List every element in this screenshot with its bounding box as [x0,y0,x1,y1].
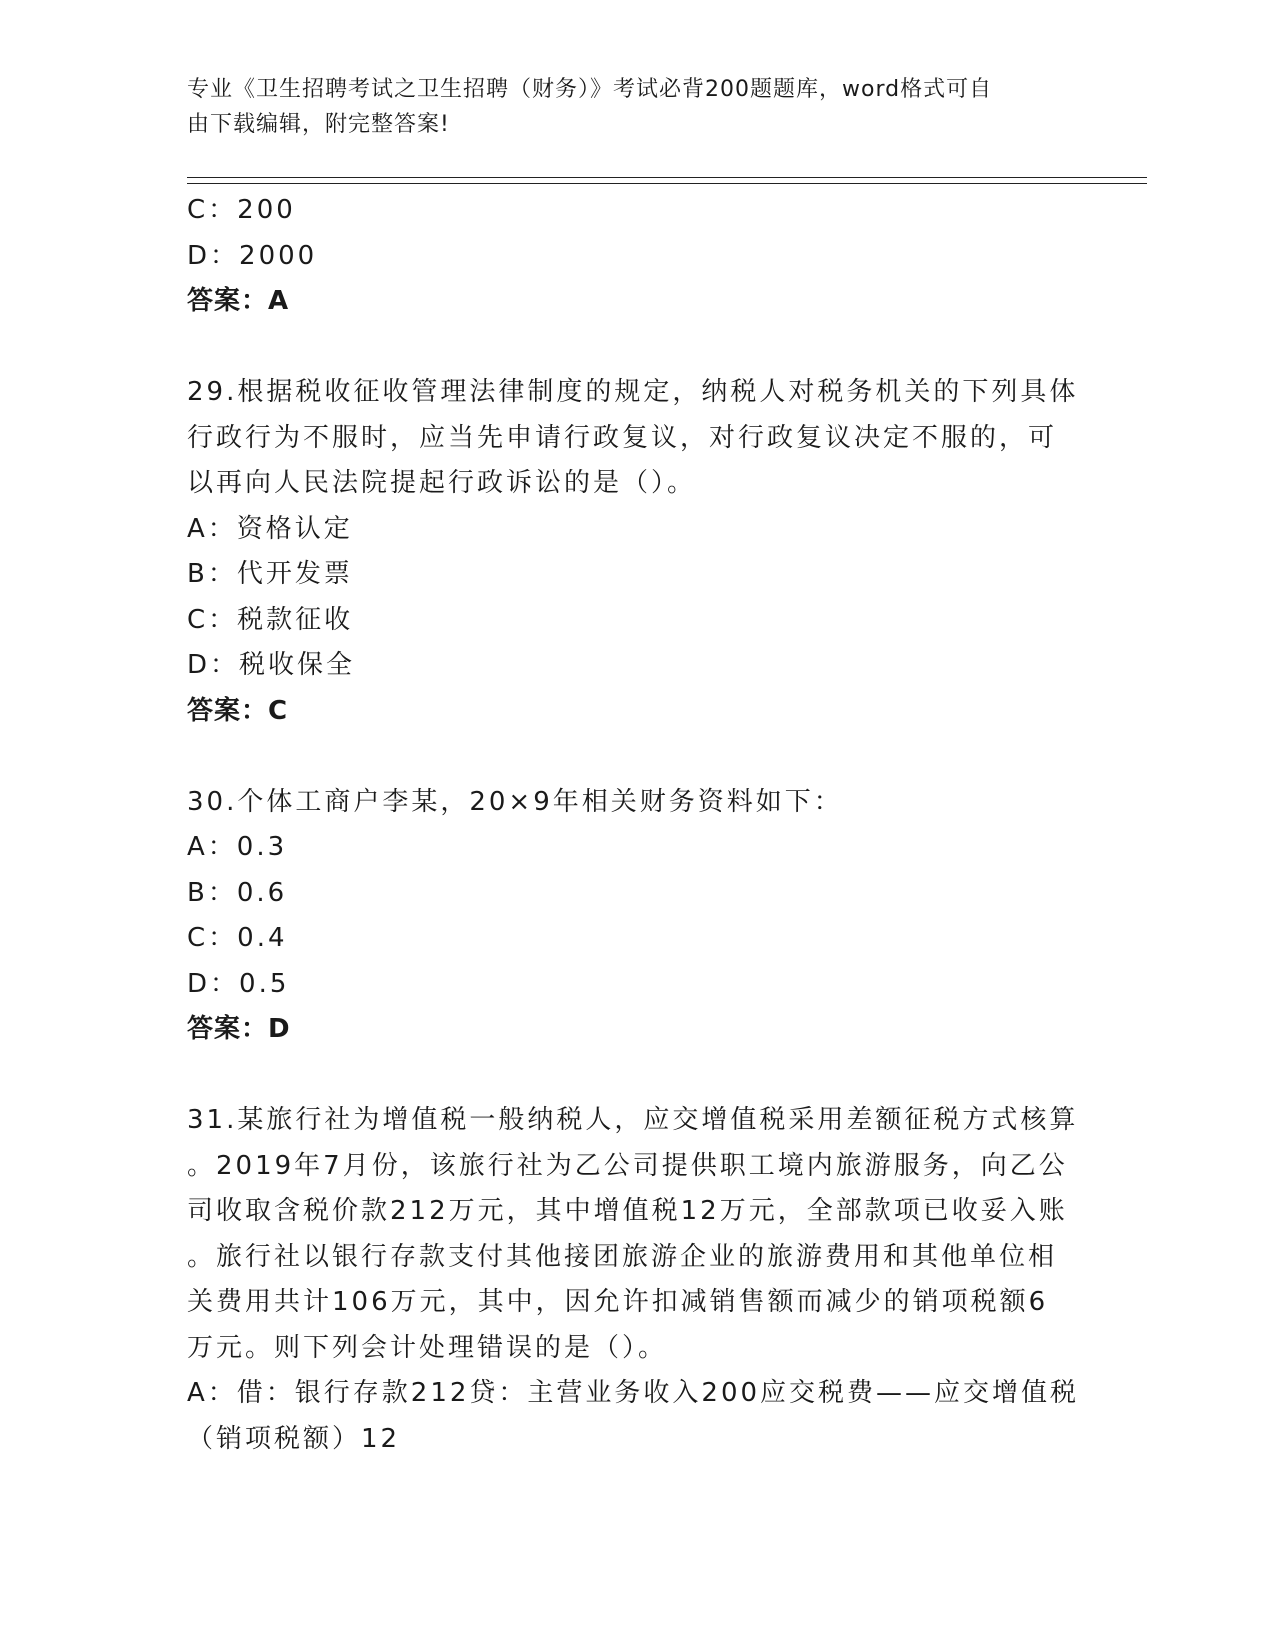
question-text: 29.根据税收征收管理法律制度的规定，纳税人对税务机关的下列具体 [187,377,1079,407]
answer-line: 答案：A [187,286,290,316]
option-a: A：0.3 [187,832,288,862]
option-a-continued: （销项税额）12 [187,1423,401,1454]
document-header [187,72,1087,142]
header-divider-bottom [187,183,1147,184]
option-b: B：代开发票 [187,559,353,589]
question-text: 关费用共计106万元，其中，因允许扣减销售额而减少的销项税额6 [187,1287,1049,1317]
document-body [187,188,1080,1462]
header-line-2: 由下载编辑，附完整答案! [187,112,450,137]
question-28-continued [187,188,1067,325]
header-line-1: 专业《卫生招聘考试之卫生招聘（财务）》考试必背200题题库，word格式可自 [187,77,993,102]
option-d: D：0.5 [187,968,290,999]
option-b: B：0.6 [187,877,288,908]
header-divider-top [187,177,1147,178]
question-text: 司收取含税价款212万元，其中增值税12万元，全部款项已收妥入账 [187,1196,1068,1226]
option-c: C：200 [187,195,296,225]
answer-line: 答案：D [187,1014,291,1044]
question-text: 30.个体工商户李某，20×9年相关财务资料如下： [187,786,843,817]
question-29 [187,370,1079,734]
option-c: C：税款征收 [187,604,354,635]
question-text: 。旅行社以银行存款支付其他接团旅游企业的旅游费用和其他单位相 [187,1241,1058,1272]
question-text: 万元。则下列会计处理错误的是（）。 [187,1332,668,1363]
answer-line: 答案：C [187,695,289,726]
option-d: D：2000 [187,240,318,271]
question-30 [187,780,1067,1053]
question-text: 31.某旅行社为增值税一般纳税人，应交增值税采用差额征税方式核算 [187,1105,1079,1135]
option-a: A：借：银行存款212贷：主营业务收入200应交税费——应交增值税 [187,1378,1080,1408]
question-text: 行政行为不服时，应当先申请行政复议，对行政复议决定不服的，可 [187,422,1058,453]
document-page [187,0,1147,1650]
question-text: 以再向人民法院提起行政诉讼的是（）。 [187,468,697,498]
option-a: A：资格认定 [187,513,353,544]
question-31 [187,1098,1080,1462]
option-d: D：税收保全 [187,650,356,680]
option-c: C：0.4 [187,923,288,953]
question-text: 。2019年7月份，该旅行社为乙公司提供职工境内旅游服务，向乙公 [187,1150,1068,1181]
